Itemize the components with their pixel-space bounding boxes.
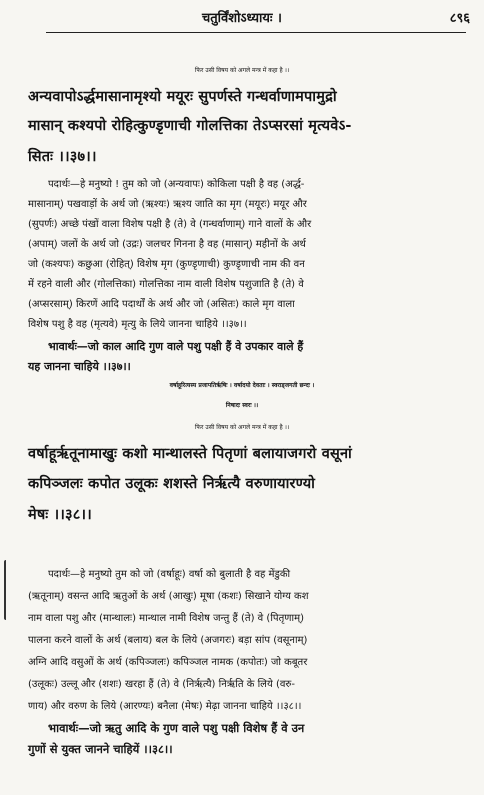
- padartha-line: (उलूकः) उल्लू और (शशः) खरहा हैं (ते) वे (निर्ऋत्यै) निर्ऋति के लिये (वरु-: [28, 679, 295, 690]
- mantra-intro: फिर उसी विषय को अगले मन्त्र में कहा है ।।: [194, 424, 290, 431]
- mantra-line: मासान् कश्यपो रोहित्कुण्डृणाची गोलत्तिका तेऽप्सरसां मृत्यवेऽ-: [28, 118, 352, 134]
- padartha-line: में रहने वाली और (गोलत्तिका) गोलत्तिका नाम वाली विशेष पशुजाति है (ते) वे: [28, 279, 304, 290]
- padartha-line: (ऋतूनाम्) वसन्त आदि ऋतुओं के अर्थ (आखुः) मूषा (कशः) सिखाने योग्य कश: [28, 591, 309, 602]
- page-number: ८९६: [449, 11, 470, 26]
- bhavartha-line: गुणों से युक्त जानने चाहियें ।।३८।।: [28, 742, 173, 756]
- bhavartha-line: भावार्थः—जो काल आदि गुण वाले पशु पक्षी हैं वे उपकार वाले हैं: [48, 340, 304, 353]
- padartha-line: जो (कश्यपः) कछुआ (रोहित्) विशेष मृग (कुण्डृणाची) कुण्डृणाची नाम की वन: [28, 259, 305, 270]
- padartha-line: पालना करने वालों के अर्थ (बलाय) बल के लिये (अजगरः) बड़ा सांप (वसूनाम्): [28, 635, 308, 646]
- padartha-line: मासानाम्) पखवाड़ों के अर्थ जो (ऋश्यः) ऋश्य जाति का मृग (मयूरः) मयूर और: [28, 199, 307, 210]
- padartha-line: पदार्थः—हे मनुष्यो तुम को जो (वर्षाहूः) वर्षा को बुलाती है वह मेंडुकी: [48, 569, 291, 580]
- margin-scratch-mark: [4, 560, 10, 620]
- mantra-line: अन्यवापोऽर्द्धमासानामृश्यो मयूरः सुपर्णस्ते गन्धर्वाणामपामुद्रो: [28, 89, 337, 105]
- rishi-devata-line: वर्षाहूरित्यस्य प्रजापतिर्ऋषिः । वर्षादयो देवताः । स्वराड्जगती छन्दः ।: [169, 382, 315, 389]
- mantra-line: सितः ।।३७।।: [28, 149, 97, 165]
- chapter-title: चतुर्विंशोऽध्यायः ।: [202, 11, 282, 26]
- padartha-line: पदार्थः—हे मनुष्यो ! तुम को जो (अन्यवापः) कोकिला पक्षी है वह (अर्द्ध-: [48, 179, 305, 190]
- mantra-line: कपिञ्जलः कपोत उलूकः शशस्ते निर्ऋत्यै वरुणायारण्यो: [28, 476, 316, 492]
- svara-line: निषादः स्वरः ।।: [225, 402, 259, 409]
- mantra-intro: फिर उसी विषय को अगले मन्त्र में कहा है ।।: [194, 67, 290, 74]
- page-header: [0, 6, 484, 30]
- padartha-line: अग्नि आदि वसुओं के अर्थ (कपिञ्जलः) कपिञ्जल नामक (कपोतः) जो कबूतर: [28, 657, 308, 668]
- padartha-line: (अप्सरसाम्) किरणें आदि पदार्थों के अर्थ और जो (असितः) काले मृग वाला: [28, 299, 295, 310]
- padartha-line: विशेष पशु है वह (मृत्यवे) मृत्यु के लिये जानना चाहिये ।।३७।।: [28, 319, 247, 330]
- padartha-line: णाय) और वरुण के लिये (आरण्यः) बनैला (मेषः) मेढ़ा जानना चाहिये ।।३८।।: [28, 701, 302, 712]
- bhavartha-line: भावार्थः—जो ऋतु आदि के गुण वाले पशु पक्षी विशेष हैं वे उन: [48, 721, 305, 735]
- padartha-line: (सुपर्णः) अच्छे पंखों वाला विशेष पक्षी है (ते) वे (गन्धर्वाणाम्) गाने वालों के और: [28, 219, 312, 230]
- mantra-line: वर्षाहूर्ऋतूनामाखुः कशो मान्थालस्ते पितृणां बलायाजगरो वसूनां: [28, 446, 352, 462]
- mantra-line: मेषः ।।३८।।: [28, 507, 92, 523]
- header-rule: [46, 32, 466, 33]
- padartha-line: नाम वाला पशु और (मान्थालः) मान्थाल नामी विशेष जन्तु हैं (ते) वे (पितृणाम्): [28, 613, 304, 624]
- padartha-line: (अपाम्) जलों के अर्थ जो (उद्रः) जलचर गिनना है वह (मासान्) महीनों के अर्थ: [28, 239, 306, 250]
- bhavartha-line: यह जानना चाहिये ।।३७।।: [28, 360, 131, 373]
